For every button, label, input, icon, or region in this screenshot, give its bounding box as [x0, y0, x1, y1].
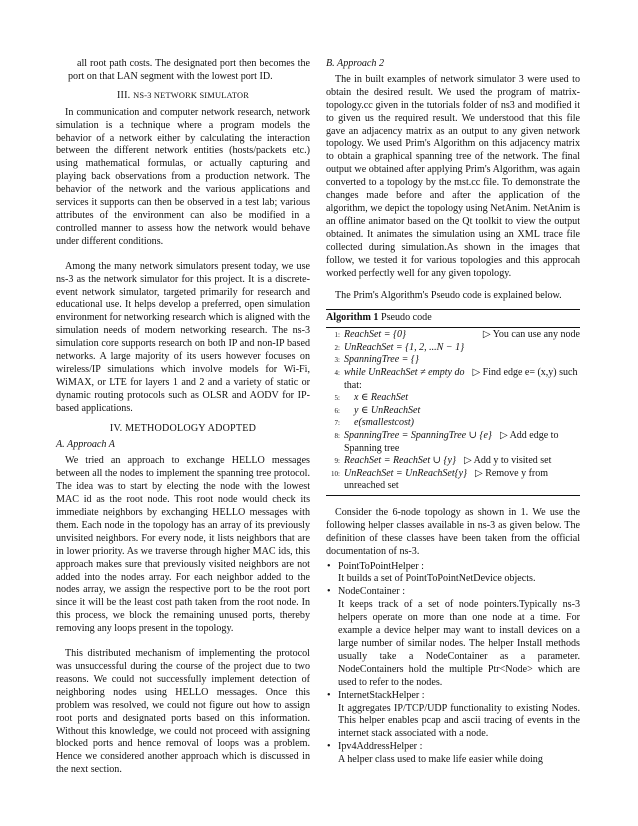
- algorithm-line: [326, 455, 580, 468]
- algorithm-line-number: 3:: [334, 356, 340, 365]
- algorithm-line-number: 6:: [334, 406, 340, 415]
- section-title: NS-3 NETWORK SIMULATOR: [133, 90, 250, 100]
- helper-class-item: [326, 690, 580, 742]
- algorithm-code: UnReachSet = UnReachSet{y}: [344, 467, 468, 479]
- helper-class-item: [326, 741, 580, 767]
- right-column: [326, 58, 580, 767]
- algorithm-comment: ▷ Add y to visited set: [463, 455, 552, 467]
- helper-class-list: [326, 561, 580, 768]
- paragraph-stp-ending: all root path costs. The designated port then becomes the port on that LAN segment with the lowest port ID.: [68, 58, 310, 82]
- algorithm-line: [326, 367, 580, 392]
- helper-class-item: [326, 586, 580, 689]
- algorithm-code: e(smallestcost): [354, 417, 414, 429]
- helper-class-description: It keeps track of a set of node pointers.Typically ns-3 helpers operate on more than one node at a time. For example a device helper may want to install devices on a large number of similar nodes. The helper Install methods usually take a NodeContainer as a parameter. NodeContainers hold the multiple Ptr<Node> which are used to refer to the nodes.: [338, 599, 580, 688]
- algorithm-line: [326, 417, 580, 430]
- algorithm-code: SpanningTree = SpanningTree ∪ {e}: [344, 429, 492, 441]
- algorithm-body: [326, 328, 580, 495]
- subsection-approach-a: A. Approach A: [56, 439, 115, 451]
- section-heading-methodology: IV. METHODOLOGY ADOPTED: [109, 422, 257, 434]
- algorithm-line: [326, 392, 580, 405]
- algorithm-code: ReachSet = ReachSet ∪ {y}: [344, 455, 456, 467]
- algorithm-code: y ∈ UnReachSet: [354, 404, 421, 416]
- helper-class-name: • InternetStackHelper :: [338, 689, 425, 701]
- algorithm-code: UnReachSet = {1, 2, ...N − 1}: [344, 341, 465, 353]
- paragraph-approach-a-failure: This distributed mechanism of implementing the protocol was unsuccessful during the course of the project due to two reasons. We could not successfully implement detection of neighboring nodes using HELLO messages. Once this problem was resolved, we could not figure out how to assign root ports and designated ports based on this information. Without this knowledge, we could not proceed with assigning blocked ports and hence removal of loops was a problem. Hence we considered another approach which is discussed in the next section.: [56, 648, 310, 776]
- section-heading-ns3: [56, 90, 310, 103]
- subsection-approach-2: B. Approach 2: [326, 58, 385, 69]
- algorithm-code: SpanningTree = {}: [344, 354, 419, 366]
- algorithm-comment: ▷ Find edge e= (x,y) such that:: [344, 367, 578, 391]
- algorithm-line-number: 8:: [334, 431, 340, 440]
- helper-class-name: • Ipv4AddressHelper :: [338, 741, 423, 753]
- paragraph-prims-intro: The Prim's Algorithm's Pseudo code is explained below.: [335, 290, 562, 302]
- algorithm-comment: ▷ Remove y from unreached set: [344, 467, 549, 492]
- algorithm-line: [326, 354, 580, 367]
- helper-class-item: [326, 561, 580, 587]
- algorithm-code: x ∈ ReachSet: [354, 392, 409, 404]
- algorithm-header: [326, 310, 580, 328]
- algorithm-line-number: 4:: [334, 369, 340, 377]
- algorithm-line: [326, 329, 580, 342]
- algorithm-line-number: 2:: [334, 343, 340, 352]
- algorithm-line-number: 9:: [334, 457, 340, 466]
- helper-class-name: • NodeContainer :: [338, 586, 405, 598]
- paragraph-approach-a: We tried an approach to exchange HELLO messages between all the nodes to implement the spanning tree protocol. The idea was to start by electing the node with the lowest MAC id as the root node. This root node would check its immediate neighbors by exchanging HELLO messages with them. Each node in the topology has an array of its previously unvisited neighbors. For every node, it lists neighbors that are in lower priority. As we traverse through higher MAC ids, this approach makes sure that previously visited neighbors are not added into the nodes array. For each neighbor added to the nodes array, we assign the respective port to be the root port since it will be the least cost path taken from the root node. In this process, we block the remaining unused ports, thereby removing any loops present in the topology.: [56, 455, 310, 635]
- algorithm-line: [326, 468, 580, 493]
- paragraph-topology: Consider the 6-node topology as shown in 1. We use the following helper classes available in ns-3 as given below. The definition of these classes have been taken from the official documentation of ns-3.: [326, 506, 580, 557]
- algorithm-line-number: 1:: [334, 331, 340, 340]
- algorithm-title: Pseudo code: [380, 312, 432, 324]
- helper-class-name: • PointToPointHelper :: [338, 560, 424, 572]
- algorithm-line-number: 7:: [334, 419, 340, 428]
- algorithm-comment: ▷ You can use any node: [482, 329, 580, 341]
- algorithm-box: [326, 309, 580, 496]
- paragraph-approach-2: The in built examples of network simulator 3 were used to obtain the desired result. We used the program of matrix-topology.cc given in the tutorials folder of ns3 and modified it to given us the required result. We understood that this file gave an adjacency matrix as an output to any given network topology. We used Prim's Algorithm on this adjacency matrix to obtain a graphical spanning tree of the network. The final output we obtained after applying Prim's Algorithm, was again converted to a topology by the mst.cc file. To demonstrate the changes made before and after the application of the algorithm, we depict the topology using NetAnim. NetAnim is an offline animator based on the Qt toolkit to view the output obtained. It animates the simulation using an XML trace file collected during simulation.As shown in the images that follow, we tested it for various topologies and this approcah worked perfectly well for any given topology.: [326, 73, 580, 279]
- helper-class-description: It aggregates IP/TCP/UDP functionality to existing Nodes. This helper enables pcap and ascii tracing of events in the internet stack associated with a node.: [338, 702, 580, 740]
- algorithm-line-number: 5:: [334, 394, 340, 403]
- left-column: [56, 58, 310, 777]
- helper-class-description: A helper class used to make life easier while doing: [338, 754, 543, 766]
- algorithm-code: while UnReachSet ≠ empty do: [344, 367, 465, 378]
- algorithm-line: [326, 405, 580, 418]
- section-number: III.: [116, 89, 131, 101]
- algorithm-label: Algorithm 1: [326, 312, 379, 324]
- algorithm-line: [326, 342, 580, 355]
- algorithm-line-number: 10:: [331, 469, 340, 478]
- helper-class-description: It builds a set of PointToPointNetDevice objects.: [338, 573, 536, 585]
- algorithm-comment: ▷ Add edge to Spanning tree: [344, 429, 559, 454]
- algorithm-code: ReachSet = {0}: [344, 329, 406, 341]
- paragraph-network-simulation: In communication and computer network research, network simulation is a technique where a program models the behavior of a network either by calculating the interaction between the different network entities (hosts/packets etc.) using mathematical formulas, or actually capturing and playing back observations from a production network. The behavior of the network and the various applications and services it supports can then be observed in a test lab; various attributes of the environment can also be modified in a controlled manner to assess how the network would behave under different conditions.: [56, 106, 310, 247]
- algorithm-line: [326, 430, 580, 455]
- paragraph-ns3-intro: Among the many network simulators present today, we use ns-3 as the network simulator for this project. It is a discrete-event network simulator, targeted primarily for research and educational use. It helps develop a preferred, open simulation environment for networking research which is aligned with the simulation needs of modern networking research. The ns-3 simulation core supports research on both IP and non-IP based networks. A large majority of its users however focuses on wireless/IP simulations which involve models for Wi-Fi, WiMAX, or LTE for layers 1 and 2 and a variety of static or dynamic routing protocols such as OLSR and AODV for IP-based applications.: [56, 260, 310, 414]
